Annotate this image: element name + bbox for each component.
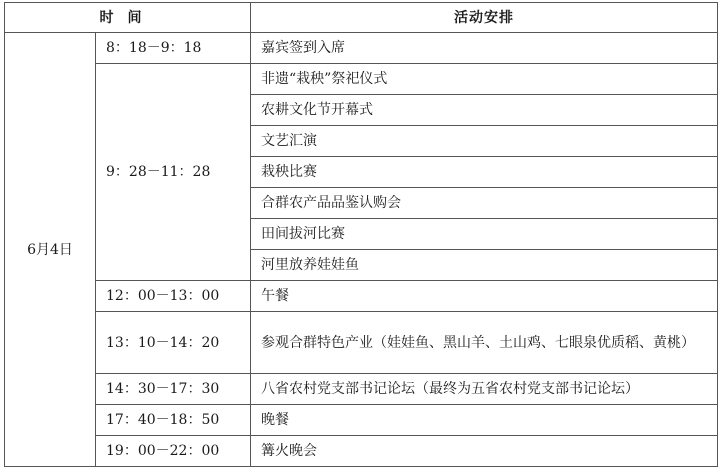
table-header-row: [5, 3, 718, 33]
time-cell: 19：00－22：00: [96, 436, 251, 467]
table-row: [5, 64, 718, 95]
activity-cell: 非遗“栽秧”祭祀仪式: [251, 64, 718, 95]
time-cell: 9：28－11：28: [96, 64, 251, 281]
table-row: [5, 374, 718, 405]
activity-cell: 文艺汇演: [251, 126, 718, 157]
activity-cell: 栽秧比赛: [251, 157, 718, 188]
activity-cell: 河里放养娃娃鱼: [251, 250, 718, 281]
activity-cell: 嘉宾签到入席: [251, 33, 718, 64]
activity-cell: 合群农产品品鉴认购会: [251, 188, 718, 219]
activity-cell: 晚餐: [251, 405, 718, 436]
table-row: [5, 405, 718, 436]
activity-cell: 农耕文化节开幕式: [251, 95, 718, 126]
table-row: [5, 312, 718, 374]
activity-cell: 八省农村党支部书记论坛（最终为五省农村党支部书记论坛）: [251, 374, 718, 405]
table-row: [5, 281, 718, 312]
time-cell: 14：30－17：30: [96, 374, 251, 405]
time-cell: 17：40－18：50: [96, 405, 251, 436]
date-cell: 6月4日: [5, 33, 96, 467]
time-cell: 13：10－14：20: [96, 312, 251, 374]
header-time: 时间: [5, 3, 251, 33]
table-row: [5, 436, 718, 467]
activity-cell: 田间拔河比赛: [251, 219, 718, 250]
header-activity: 活动安排: [251, 3, 718, 33]
table-row: [5, 33, 718, 64]
activity-cell: 参观合群特色产业（娃娃鱼、黑山羊、土山鸡、七眼泉优质稻、黄桃）: [251, 312, 718, 374]
activity-cell: 午餐: [251, 281, 718, 312]
schedule-table: [4, 2, 718, 467]
time-cell: 12：00－13：00: [96, 281, 251, 312]
time-cell: 8：18－9：18: [96, 33, 251, 64]
activity-cell: 篝火晚会: [251, 436, 718, 467]
